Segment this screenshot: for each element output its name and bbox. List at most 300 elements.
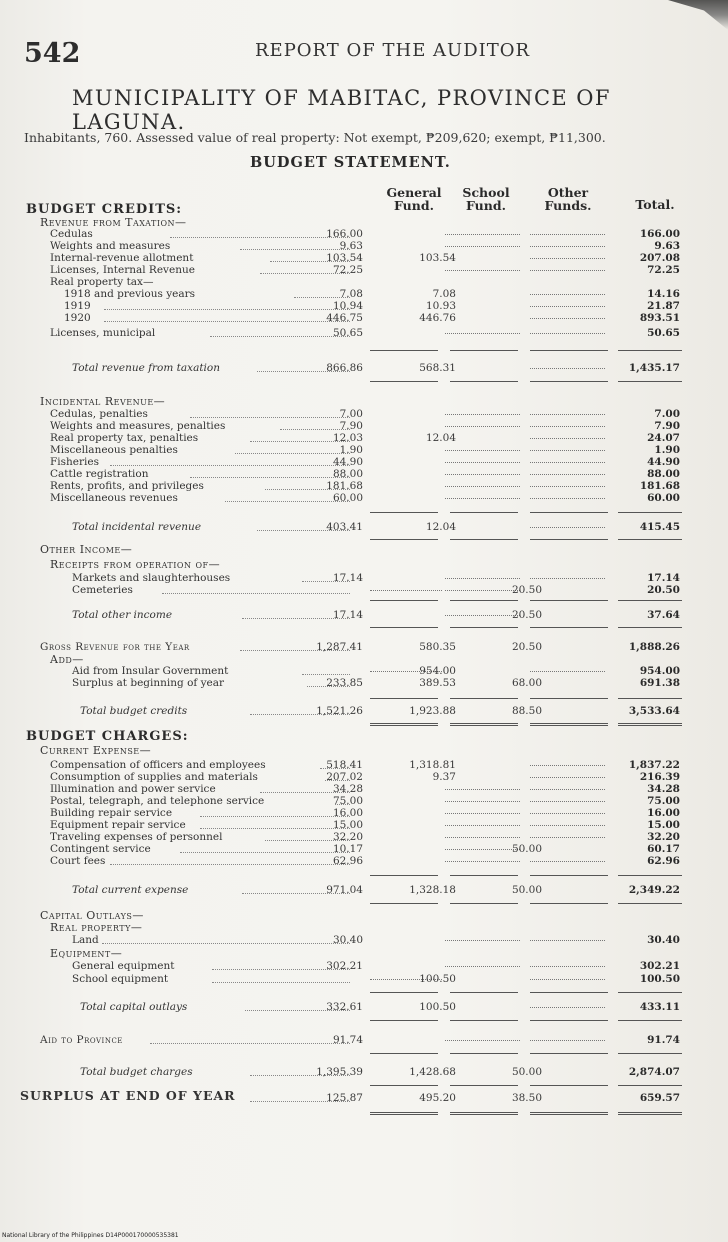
empty-cell-dots (445, 837, 520, 838)
rule (618, 1112, 682, 1115)
rule (450, 539, 518, 540)
total-value: 91.74 (647, 1034, 680, 1046)
row-label: Total other income (72, 609, 173, 621)
total-row (0, 884, 728, 896)
school-value: 446.76 (419, 312, 456, 324)
rule (450, 992, 518, 993)
general-value: 7.08 (339, 288, 363, 300)
rule (450, 350, 518, 351)
other-value: 50.00 (511, 884, 542, 896)
empty-cell-dots (445, 474, 520, 475)
table-row (0, 960, 728, 972)
current-expense-heading: Current Expense— (40, 744, 152, 757)
total-value: 30.40 (647, 934, 680, 946)
gross-revenue-row (0, 641, 728, 653)
table-row (0, 934, 728, 946)
row-label: Fisheries (50, 456, 99, 468)
empty-cell-dots (530, 426, 605, 427)
inhabitants-line: Inhabitants, 760. Assessed value of real property: Not exempt, ₱209,620; exempt, ₱11,300. (24, 130, 606, 145)
school-value: 954.00 (419, 665, 456, 677)
row-label: Court fees (50, 855, 106, 867)
aid-to-province-row (0, 1034, 728, 1046)
empty-cell-dots (530, 1007, 605, 1008)
table-row (0, 783, 728, 795)
general-value: 207.02 (326, 771, 363, 783)
other-value: 38.50 (511, 1092, 542, 1104)
empty-cell-dots (530, 671, 605, 672)
rule (618, 1053, 682, 1054)
row-label: Total current expense (72, 884, 189, 896)
rule (370, 723, 438, 726)
total-row (0, 362, 728, 374)
incidental-revenue-heading: Incidental Revenue— (40, 395, 166, 408)
general-value: 34.28 (332, 783, 363, 795)
row-label: 1920 (64, 312, 91, 324)
total-value: 17.14 (647, 572, 680, 584)
rule (618, 512, 682, 513)
rule (450, 600, 518, 601)
total-value: 50.65 (647, 327, 680, 339)
rule (370, 350, 438, 351)
rule (450, 723, 518, 726)
empty-cell-dots (530, 270, 605, 271)
empty-cell-dots (530, 306, 605, 307)
school-value: 580.35 (419, 641, 456, 653)
empty-cell-dots (445, 940, 520, 941)
general-value: 15.00 (332, 819, 363, 831)
empty-cell-dots (530, 1040, 605, 1041)
rule (450, 903, 518, 904)
empty-cell-dots (530, 498, 605, 499)
other-value: 20.50 (511, 641, 542, 653)
empty-cell-dots (530, 979, 605, 980)
table-row (0, 771, 728, 783)
general-value: 7.90 (339, 420, 363, 432)
other-value: 50.00 (511, 843, 542, 855)
table-row (0, 456, 728, 468)
table-row (0, 855, 728, 867)
table-row (0, 807, 728, 819)
empty-cell-dots (530, 414, 605, 415)
scan-edge-mark (668, 0, 728, 30)
total-value: 37.64 (647, 609, 680, 621)
total-value: 7.90 (654, 420, 680, 432)
empty-cell-dots (445, 333, 520, 334)
row-label: Gross Revenue for the Year (40, 641, 190, 653)
total-value: 21.87 (647, 300, 680, 312)
empty-cell-dots (530, 966, 605, 967)
general-value: 10.94 (332, 300, 363, 312)
table-row (0, 480, 728, 492)
empty-cell-dots (445, 246, 520, 247)
budget-statement-title: BUDGET STATEMENT. (250, 154, 451, 171)
row-label: Markets and slaughterhouses (72, 572, 231, 584)
total-value: 954.00 (639, 665, 680, 677)
real-property-label: Real property— (50, 921, 143, 934)
row-label: Miscellaneous revenues (50, 492, 178, 504)
budget-charges-heading: BUDGET CHARGES: (26, 729, 189, 744)
empty-cell-dots (445, 966, 520, 967)
total-value: 72.25 (647, 264, 680, 276)
row-label: Compensation of officers and employees (50, 759, 266, 771)
school-value: 12.04 (425, 432, 456, 444)
rule (530, 1112, 608, 1115)
row-label: Equipment repair service (50, 819, 186, 831)
general-value: 88.00 (332, 468, 363, 480)
column-header-other-funds: Other Funds. (544, 185, 592, 213)
table-row (0, 264, 728, 276)
empty-cell-dots (530, 861, 605, 862)
total-value: 433.11 (639, 1001, 680, 1013)
rule (618, 1020, 682, 1021)
empty-cell-dots (530, 765, 605, 766)
total-value: 75.00 (647, 795, 680, 807)
row-label: Miscellaneous penalties (50, 444, 178, 456)
total-value: 100.50 (639, 973, 680, 985)
general-value: 16.00 (332, 807, 363, 819)
total-row (0, 1066, 728, 1078)
empty-cell-dots (530, 837, 605, 838)
rule (530, 350, 608, 351)
rule (370, 1020, 438, 1021)
table-row (0, 408, 728, 420)
surplus-row (0, 1088, 728, 1104)
row-label: Weights and measures, penalties (50, 420, 226, 432)
table-row (0, 584, 728, 596)
table-row (0, 300, 728, 312)
total-value: 1.90 (654, 444, 680, 456)
row-label: General equipment (72, 960, 175, 972)
school-value: 495.20 (419, 1092, 456, 1104)
table-row (0, 228, 728, 240)
rule (370, 1112, 438, 1115)
rule (530, 723, 608, 726)
table-row (0, 240, 728, 252)
rule (450, 1085, 518, 1086)
general-value: 30.40 (332, 934, 363, 946)
general-value: 403.41 (326, 521, 363, 533)
empty-cell-dots (530, 777, 605, 778)
table-row (0, 312, 728, 324)
empty-cell-dots (530, 258, 605, 259)
rule (450, 1053, 518, 1054)
general-value: 91.74 (332, 1034, 363, 1046)
row-label: Cemeteries (72, 584, 133, 596)
rule (530, 903, 608, 904)
running-head: REPORT OF THE AUDITOR (255, 40, 531, 61)
empty-cell-dots (445, 450, 520, 451)
rule (618, 992, 682, 993)
rule (618, 903, 682, 904)
school-value: 10.93 (425, 300, 456, 312)
school-value: 1,428.68 (409, 1066, 456, 1078)
row-label: 1918 and previous years (64, 288, 196, 300)
school-value: 9.37 (432, 771, 456, 783)
school-value: 1,328.18 (409, 884, 456, 896)
total-row (0, 609, 728, 621)
rule (530, 698, 608, 699)
other-value: 20.50 (511, 609, 542, 621)
total-value: 1,837.22 (628, 759, 680, 771)
column-header-total: Total. (635, 197, 675, 212)
general-value: 32.20 (332, 831, 363, 843)
total-value: 207.08 (639, 252, 680, 264)
table-row (0, 843, 728, 855)
total-value: 166.00 (639, 228, 680, 240)
empty-cell-dots (530, 789, 605, 790)
empty-cell-dots (445, 801, 520, 802)
column-header-school-fund: School Fund. (462, 185, 510, 213)
general-value: 50.65 (332, 327, 363, 339)
table-row (0, 665, 728, 677)
empty-cell-dots (530, 801, 605, 802)
empty-cell-dots (530, 294, 605, 295)
table-row (0, 973, 728, 985)
general-value: 125.87 (326, 1092, 363, 1104)
rule (530, 627, 608, 628)
rule (370, 698, 438, 699)
school-value: 1,318.81 (409, 759, 456, 771)
empty-cell-dots (530, 450, 605, 451)
row-label: Building repair service (50, 807, 173, 819)
school-value: 100.50 (419, 973, 456, 985)
row-label: Licenses, municipal (50, 327, 156, 339)
empty-cell-dots (370, 590, 442, 591)
empty-cell-dots (445, 578, 520, 579)
rule (370, 381, 438, 382)
total-value: 1,888.26 (628, 641, 680, 653)
rule (530, 381, 608, 382)
general-value: 181.68 (326, 480, 363, 492)
total-value: 9.63 (654, 240, 680, 252)
row-label: Surplus at beginning of year (72, 677, 225, 689)
rule (450, 627, 518, 628)
receipts-label: Receipts from operation of— (50, 558, 221, 571)
total-value: 34.28 (647, 783, 680, 795)
rule (618, 600, 682, 601)
row-label: Illumination and power service (50, 783, 216, 795)
total-value: 659.57 (639, 1092, 680, 1104)
total-value: 181.68 (639, 480, 680, 492)
rule (530, 1085, 608, 1086)
row-label: Cedulas, penalties (50, 408, 148, 420)
empty-cell-dots (445, 861, 520, 862)
rule (370, 627, 438, 628)
table-row (0, 432, 728, 444)
school-value: 12.04 (425, 521, 456, 533)
rule (618, 381, 682, 382)
total-value: 24.07 (647, 432, 680, 444)
total-value: 44.90 (647, 456, 680, 468)
total-value: 20.50 (647, 584, 680, 596)
table-row (0, 677, 728, 689)
rule (530, 600, 608, 601)
table-row (0, 468, 728, 480)
table-row (0, 819, 728, 831)
row-label: Total incidental revenue (72, 521, 202, 533)
table-row (0, 492, 728, 504)
empty-cell-dots (530, 333, 605, 334)
add-label: Add— (50, 653, 84, 666)
rule (370, 903, 438, 904)
school-value: 103.54 (419, 252, 456, 264)
table-row (0, 252, 728, 264)
municipality-title: MUNICIPALITY OF MABITAC, PROVINCE OF LAGUNA. (72, 86, 611, 134)
empty-cell-dots (445, 486, 520, 487)
general-value: 17.14 (332, 572, 363, 584)
empty-cell-dots (530, 234, 605, 235)
general-value: 332.61 (326, 1001, 363, 1013)
empty-cell-dots (445, 234, 520, 235)
total-row (0, 521, 728, 533)
rule (450, 381, 518, 382)
row-label: Internal-revenue allotment (50, 252, 194, 264)
general-value: 233.85 (326, 677, 363, 689)
general-value: 518.41 (326, 759, 363, 771)
total-value: 3,533.64 (628, 705, 680, 717)
rule (370, 600, 438, 601)
row-label: Rents, profits, and privileges (50, 480, 204, 492)
general-value: 971.04 (326, 884, 363, 896)
footer-credit: National Library of the Philippines D14P000170000535381 (2, 1232, 179, 1239)
general-value: 446.75 (326, 312, 363, 324)
rule (370, 1085, 438, 1086)
general-value: 44.90 (332, 456, 363, 468)
row-label: Licenses, Internal Revenue (50, 264, 195, 276)
table-row (0, 420, 728, 432)
school-value: 389.53 (419, 677, 456, 689)
total-value: 32.20 (647, 831, 680, 843)
rule (530, 1053, 608, 1054)
table-row (0, 795, 728, 807)
general-value: 166.00 (326, 228, 363, 240)
empty-cell-dots (530, 527, 605, 528)
total-value: 60.00 (647, 492, 680, 504)
general-value: 1,395.39 (316, 1066, 363, 1078)
leader-dots (212, 982, 350, 983)
table-row (0, 831, 728, 843)
table-row (0, 276, 728, 288)
empty-cell-dots (445, 426, 520, 427)
school-value: 568.31 (419, 362, 456, 374)
empty-cell-dots (530, 474, 605, 475)
row-label: Aid to Province (40, 1034, 123, 1046)
other-value: 68.00 (511, 677, 542, 689)
empty-cell-dots (530, 825, 605, 826)
rule (370, 992, 438, 993)
general-value: 302.21 (326, 960, 363, 972)
page-number: 542 (24, 38, 81, 69)
row-label: 1919 (64, 300, 91, 312)
rule (450, 875, 518, 876)
total-value: 60.17 (647, 843, 680, 855)
total-value: 2,349.22 (628, 884, 680, 896)
total-value: 691.38 (639, 677, 680, 689)
table-row (0, 327, 728, 339)
general-value: 866.86 (326, 362, 363, 374)
rule (618, 1085, 682, 1086)
other-value: 20.50 (511, 584, 542, 596)
row-label: Total revenue from taxation (72, 362, 220, 374)
row-label: SURPLUS AT END OF YEAR (20, 1088, 236, 1103)
empty-cell-dots (445, 498, 520, 499)
row-label: Traveling expenses of personnel (50, 831, 223, 843)
rule (450, 698, 518, 699)
general-value: 103.54 (326, 252, 363, 264)
row-label: Real property tax— (50, 276, 154, 288)
empty-cell-dots (530, 246, 605, 247)
general-value: 1,521.26 (316, 705, 363, 717)
general-value: 1,287.41 (316, 641, 363, 653)
empty-cell-dots (530, 438, 605, 439)
total-value: 893.51 (639, 312, 680, 324)
total-value: 15.00 (647, 819, 680, 831)
school-value: 7.08 (432, 288, 456, 300)
empty-cell-dots (530, 318, 605, 319)
empty-cell-dots (530, 462, 605, 463)
rule (450, 1020, 518, 1021)
row-label: Total budget charges (80, 1066, 193, 1078)
rule (618, 539, 682, 540)
total-value: 88.00 (647, 468, 680, 480)
general-value: 62.96 (332, 855, 363, 867)
total-value: 14.16 (647, 288, 680, 300)
empty-cell-dots (445, 825, 520, 826)
rule (370, 512, 438, 513)
general-value: 9.63 (339, 240, 363, 252)
rule (450, 512, 518, 513)
table-row (0, 288, 728, 300)
school-value: 100.50 (419, 1001, 456, 1013)
school-value: 1,923.88 (409, 705, 456, 717)
general-value: 12.03 (332, 432, 363, 444)
empty-cell-dots (445, 270, 520, 271)
rule (370, 1053, 438, 1054)
total-value: 415.45 (639, 521, 680, 533)
total-value: 7.00 (654, 408, 680, 420)
total-value: 16.00 (647, 807, 680, 819)
table-row (0, 572, 728, 584)
rule (530, 992, 608, 993)
general-value: 1.90 (339, 444, 363, 456)
general-value: 10.17 (332, 843, 363, 855)
total-value: 216.39 (639, 771, 680, 783)
general-value: 72.25 (332, 264, 363, 276)
row-label: Postal, telegraph, and telephone service (50, 795, 265, 807)
empty-cell-dots (530, 578, 605, 579)
total-row (0, 705, 728, 717)
other-value: 88.50 (511, 705, 542, 717)
row-label: Total budget credits (80, 705, 188, 717)
total-value: 62.96 (647, 855, 680, 867)
empty-cell-dots (445, 813, 520, 814)
empty-cell-dots (445, 1040, 520, 1041)
row-label: Contingent service (50, 843, 151, 855)
empty-cell-dots (530, 486, 605, 487)
rule (618, 875, 682, 876)
row-label: Total capital outlays (80, 1001, 188, 1013)
row-label: Real property tax, penalties (50, 432, 199, 444)
empty-cell-dots (530, 813, 605, 814)
table-row (0, 444, 728, 456)
other-value: 50.00 (511, 1066, 542, 1078)
rule (530, 875, 608, 876)
row-label: Land (72, 934, 99, 946)
other-income-heading: Other Income— (40, 543, 133, 556)
equipment-label: Equipment— (50, 947, 123, 960)
empty-cell-dots (530, 368, 605, 369)
rule (618, 627, 682, 628)
